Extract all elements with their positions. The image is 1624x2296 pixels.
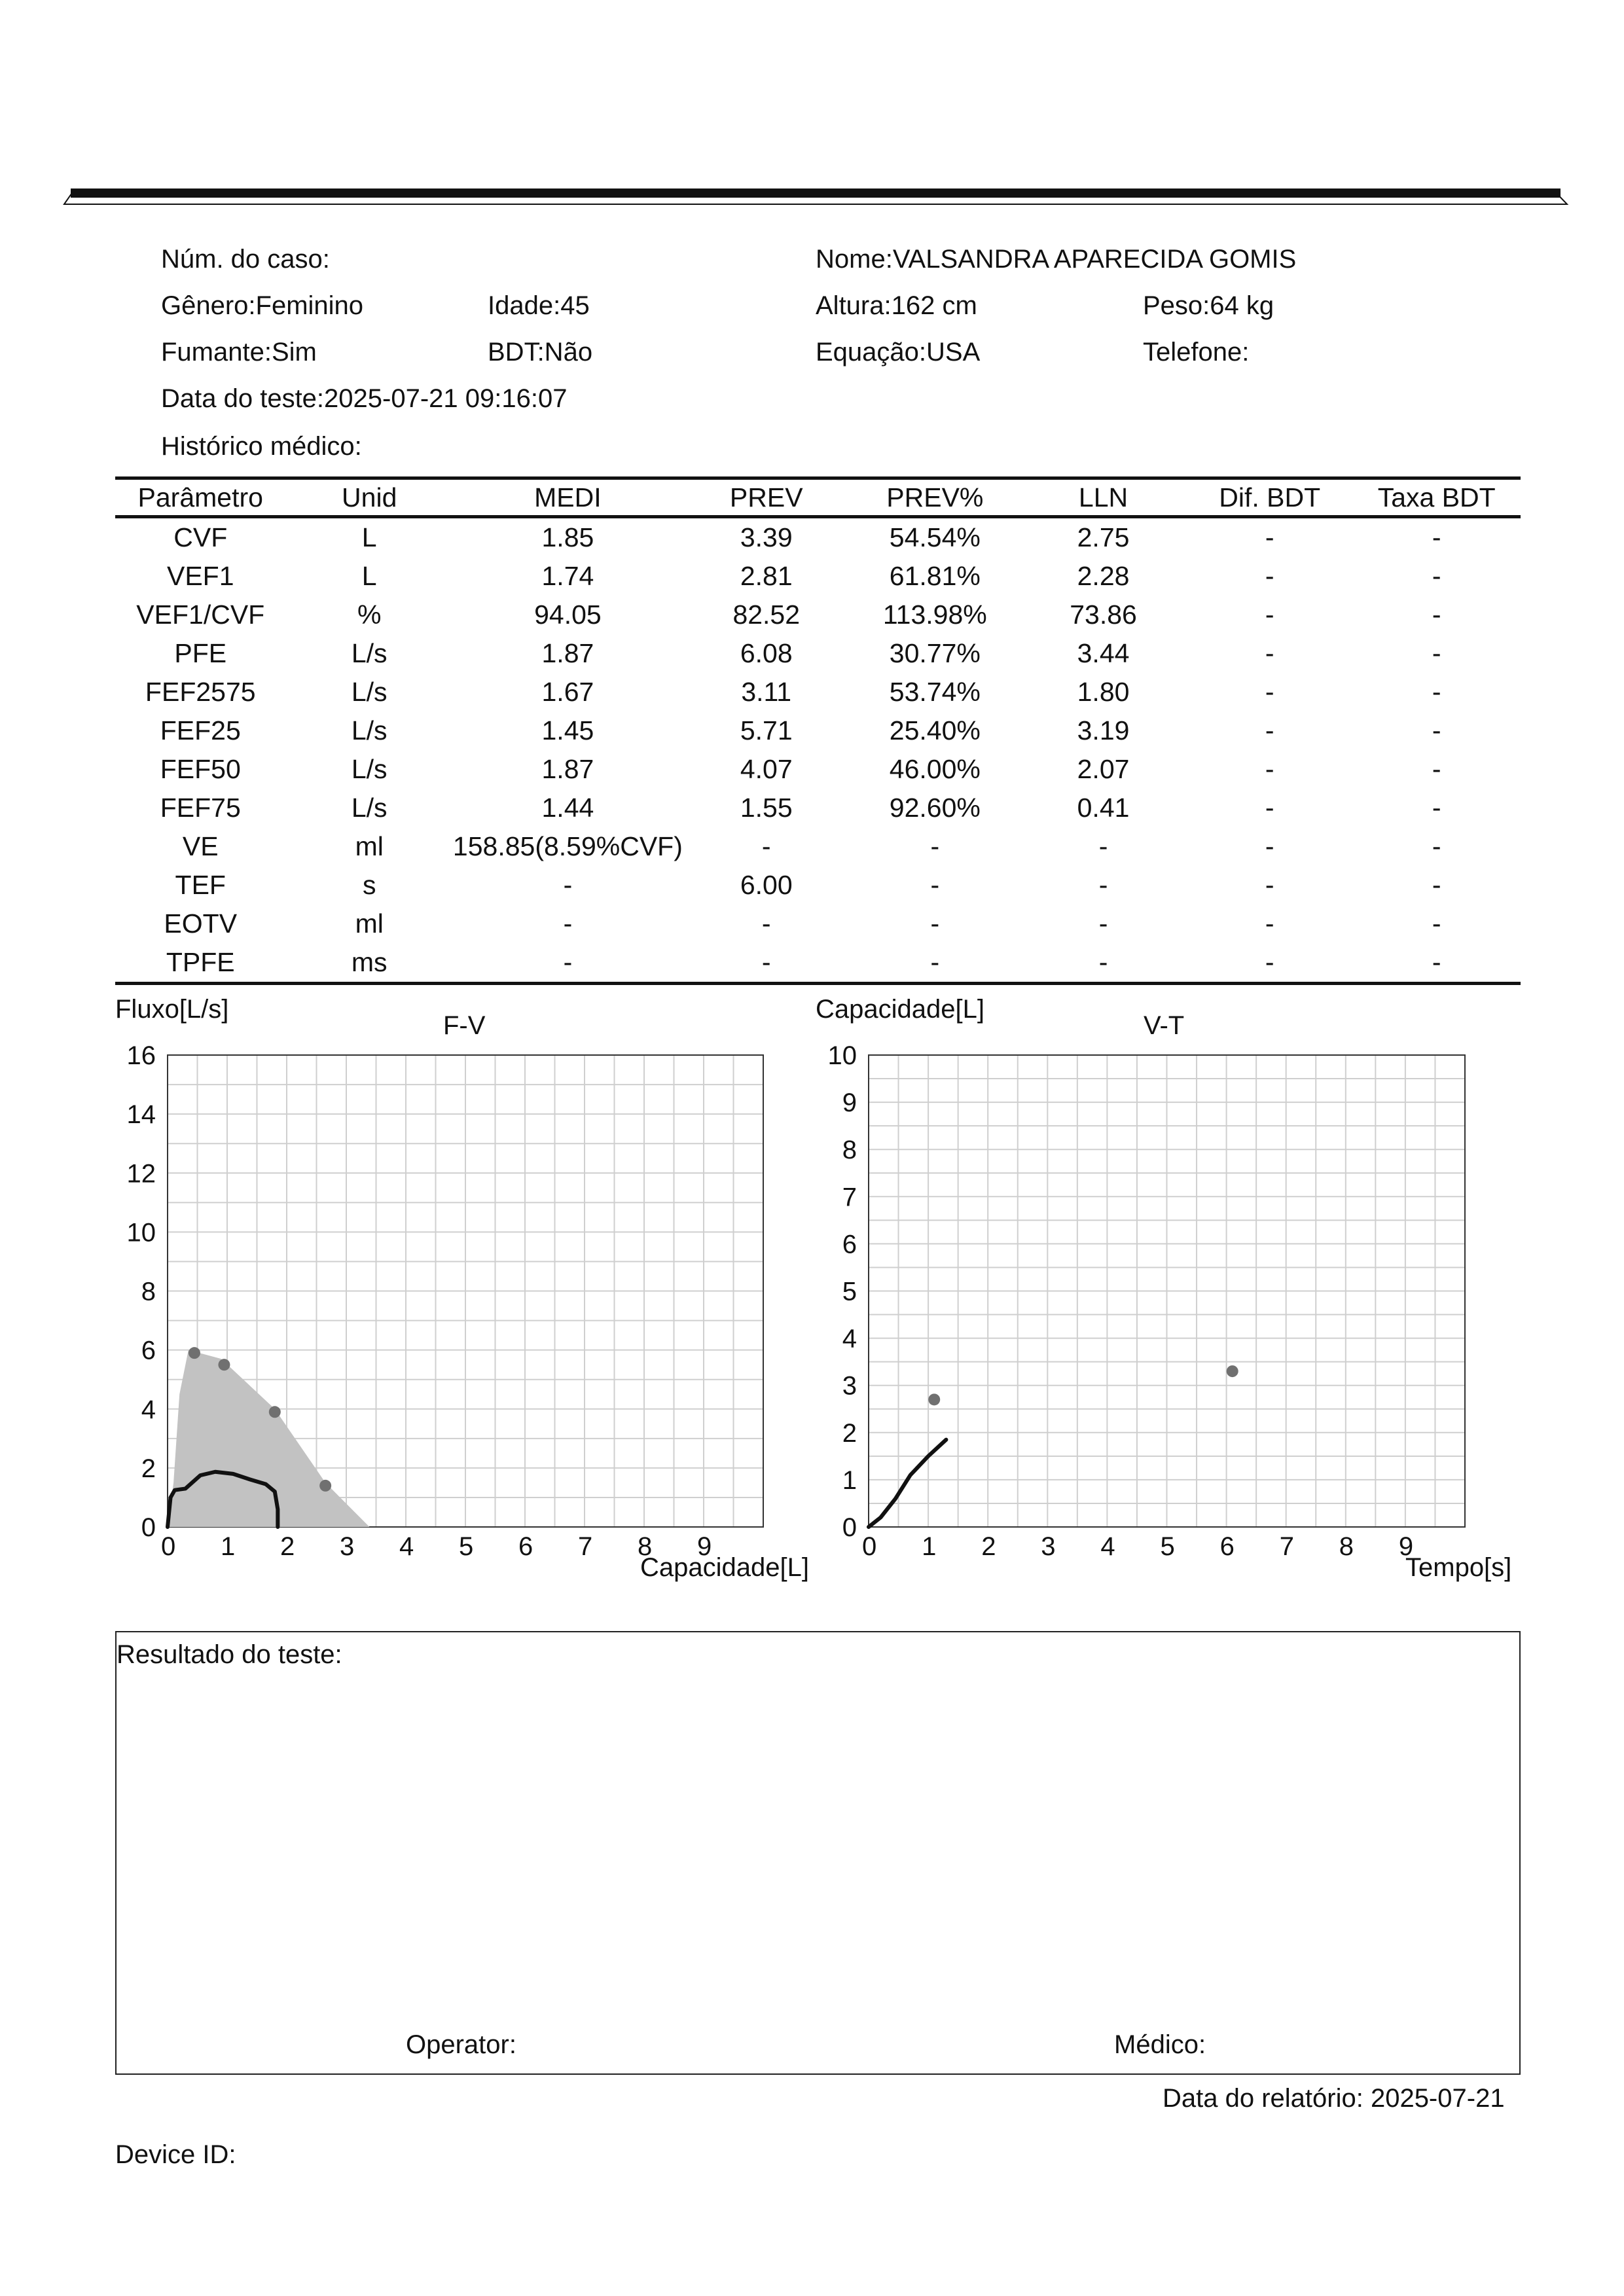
cell-predicted-percent: -	[930, 908, 940, 939]
smoker: Fumante:Sim	[161, 338, 317, 367]
cell-measured: 1.44	[541, 793, 594, 823]
vt-y-tick-label: 10	[827, 1041, 857, 1070]
cell-bdt-rate: -	[1432, 677, 1441, 707]
vt-x-tick-label: 0	[862, 1532, 877, 1561]
vt-x-tick-label: 6	[1219, 1532, 1235, 1561]
cell-predicted: 6.08	[740, 638, 793, 668]
fv-y-tick-label: 6	[141, 1336, 156, 1365]
cell-param: EOTV	[164, 908, 238, 939]
cell-measured: 1.67	[541, 677, 594, 707]
vt-x-tick-label: 2	[981, 1532, 996, 1561]
cell-unit: s	[362, 870, 376, 900]
cell-measured: 1.85	[541, 522, 594, 552]
cell-measured: 94.05	[534, 600, 602, 630]
cell-unit: ms	[286, 943, 453, 984]
cell-predicted: -	[683, 943, 850, 984]
age: Idade:45	[488, 291, 590, 320]
cell-bdt-diff: -	[1265, 754, 1274, 784]
medical-history: Histórico médico:	[161, 432, 362, 461]
cell-predicted: 3.39	[740, 522, 793, 552]
fv-predicted-point	[189, 1347, 200, 1359]
cell-unit: L	[361, 522, 377, 552]
cell-unit: L/s	[351, 677, 388, 707]
operator-label: Operator:	[406, 2030, 516, 2059]
gender: Gênero:Feminino	[161, 291, 364, 320]
cell-predicted-percent: -	[930, 831, 940, 861]
cell-predicted: -	[761, 831, 771, 861]
fv-y-tick-label: 4	[141, 1395, 156, 1424]
cell-param: VE	[182, 831, 219, 861]
fv-y-tick-label: 16	[126, 1041, 156, 1070]
cell-predicted-percent: -	[850, 943, 1020, 984]
cell-measured: -	[563, 908, 573, 939]
cell-unit: L/s	[351, 715, 388, 745]
cell-predicted-percent: 61.81%	[889, 561, 981, 591]
cell-lln: -	[1098, 870, 1108, 900]
cell-predicted: -	[761, 908, 771, 939]
cell-lln: 2.07	[1077, 754, 1130, 784]
fv-x-tick-label: 3	[340, 1532, 355, 1561]
fv-predicted-point	[218, 1359, 230, 1371]
fv-xlabel: Capacidade[L]	[640, 1553, 809, 1582]
cell-measured: 1.74	[541, 561, 594, 591]
equation: Equação:USA	[816, 338, 981, 367]
cell-predicted-percent: 46.00%	[889, 754, 981, 784]
fv-x-tick-label: 7	[578, 1532, 593, 1561]
vt-y-tick-label: 4	[842, 1324, 857, 1354]
cell-predicted-percent: 54.54%	[889, 522, 981, 552]
cell-unit: L/s	[351, 638, 388, 668]
vt-x-tick-label: 9	[1398, 1532, 1414, 1561]
vt-y-tick-label: 9	[842, 1088, 857, 1118]
cell-lln: -	[1098, 831, 1108, 861]
cell-bdt-diff: -	[1265, 522, 1274, 552]
report-date: Data do relatório: 2025-07-21	[1163, 2084, 1505, 2113]
header-predicted-percent: PREV%	[850, 478, 1020, 517]
cell-unit: %	[357, 600, 382, 630]
cell-param: TPFE	[115, 943, 286, 984]
cell-bdt-rate: -	[1432, 870, 1441, 900]
vt-x-tick-label: 8	[1339, 1532, 1354, 1561]
cell-measured: 1.87	[541, 638, 594, 668]
phone: Telefone:	[1143, 338, 1250, 367]
vt-y-tick-label: 7	[842, 1183, 857, 1212]
vt-y-tick-label: 0	[842, 1513, 857, 1542]
cell-predicted-percent: 30.77%	[889, 638, 981, 668]
vt-xlabel: Tempo[s]	[1405, 1553, 1512, 1582]
vt-x-tick-label: 7	[1279, 1532, 1294, 1561]
cell-unit: ml	[355, 908, 384, 939]
fv-y-tick-label: 0	[141, 1513, 156, 1542]
cell-predicted: 3.11	[741, 677, 792, 707]
fv-x-tick-label: 5	[459, 1532, 474, 1561]
cell-bdt-rate: -	[1432, 831, 1441, 861]
vt-predicted-point	[1227, 1365, 1238, 1377]
cell-lln: 3.44	[1077, 638, 1130, 668]
vt-measured-curve	[869, 1440, 946, 1527]
cell-param: FEF75	[160, 793, 241, 823]
fv-title: F-V	[443, 1011, 486, 1040]
cell-bdt-rate: -	[1432, 715, 1441, 745]
cell-param: FEF2575	[145, 677, 256, 707]
fv-x-tick-label: 6	[518, 1532, 533, 1561]
fv-x-tick-label: 9	[697, 1532, 712, 1561]
fv-x-tick-label: 8	[638, 1532, 653, 1561]
cell-bdt-diff: -	[1265, 600, 1274, 630]
fv-x-tick-label: 2	[280, 1532, 295, 1561]
result-label: Resultado do teste:	[117, 1640, 342, 1669]
cell-bdt-diff: -	[1265, 831, 1274, 861]
cell-predicted-percent: 25.40%	[889, 715, 981, 745]
cell-bdt-rate: -	[1432, 561, 1441, 591]
cell-bdt-rate: -	[1432, 754, 1441, 784]
cell-lln: 73.86	[1070, 600, 1137, 630]
fv-x-tick-label: 0	[161, 1532, 176, 1561]
cell-lln: -	[1098, 908, 1108, 939]
cell-lln: 3.19	[1077, 715, 1130, 745]
cell-unit: ml	[355, 831, 384, 861]
test-date: Data do teste:2025-07-21 09:16:07	[161, 384, 568, 413]
cell-param: VEF1	[166, 561, 234, 591]
fv-predicted-point	[269, 1406, 281, 1418]
cell-bdt-rate: -	[1432, 638, 1441, 668]
cell-bdt-diff: -	[1265, 638, 1274, 668]
cell-bdt-rate: -	[1352, 943, 1521, 984]
cell-predicted-percent: 113.98%	[882, 600, 987, 630]
cell-predicted-percent: 53.74%	[889, 677, 981, 707]
cell-lln: 2.28	[1077, 561, 1130, 591]
cell-predicted-percent: 92.60%	[889, 793, 981, 823]
vt-x-tick-label: 4	[1100, 1532, 1115, 1561]
cell-lln: 1.80	[1077, 677, 1130, 707]
cell-measured: 1.45	[541, 715, 594, 745]
cell-unit: L/s	[351, 793, 388, 823]
fv-y-tick-label: 14	[126, 1100, 156, 1130]
cell-bdt-diff: -	[1265, 908, 1274, 939]
cell-predicted-percent: -	[930, 870, 940, 900]
cell-measured: 1.87	[541, 754, 594, 784]
cell-measured: -	[563, 870, 573, 900]
fv-predicted-point	[319, 1480, 331, 1492]
cell-unit: L/s	[351, 754, 388, 784]
cell-unit: L	[361, 561, 377, 591]
cell-bdt-rate: -	[1432, 522, 1441, 552]
header-measured: MEDI	[453, 478, 683, 517]
cell-param: VEF1/CVF	[136, 600, 265, 630]
vt-y-tick-label: 2	[842, 1418, 857, 1448]
header-bdt-rate: Taxa BDT	[1352, 478, 1521, 517]
cell-param: TEF	[175, 870, 226, 900]
cell-param: PFE	[174, 638, 227, 668]
cell-bdt-diff: -	[1265, 793, 1274, 823]
vt-x-tick-label: 1	[922, 1532, 937, 1561]
fv-x-tick-label: 4	[399, 1532, 414, 1561]
case-number: Núm. do caso:	[161, 245, 330, 274]
cell-measured: 158.85(8.59%CVF)	[452, 831, 683, 861]
cell-param: FEF50	[160, 754, 241, 784]
vt-chart	[828, 1041, 1466, 1561]
header-parameter: Parâmetro	[115, 478, 286, 517]
header-predicted: PREV	[683, 478, 850, 517]
cell-bdt-rate: -	[1432, 600, 1441, 630]
cell-predicted: 5.71	[740, 715, 793, 745]
cell-predicted: 6.00	[740, 870, 793, 900]
weight: Peso:64 kg	[1143, 291, 1274, 320]
fv-y-tick-label: 8	[141, 1277, 156, 1306]
vt-y-tick-label: 3	[842, 1371, 857, 1401]
fv-y-tick-label: 10	[126, 1218, 156, 1247]
cell-predicted: 1.55	[740, 793, 793, 823]
patient-name: Nome:VALSANDRA APARECIDA GOMIS	[816, 245, 1297, 274]
cell-lln: -	[1020, 943, 1187, 984]
cell-param: FEF25	[160, 715, 241, 745]
vt-title: V-T	[1144, 1011, 1185, 1040]
fv-y-tick-label: 12	[126, 1159, 156, 1189]
header-unit: Unid	[286, 478, 453, 517]
cell-predicted: 2.81	[740, 561, 793, 591]
cell-bdt-diff: -	[1265, 561, 1274, 591]
vt-y-tick-label: 6	[842, 1230, 857, 1259]
cell-bdt-diff: -	[1187, 943, 1352, 984]
cell-lln: 0.41	[1077, 793, 1130, 823]
result-box	[115, 1631, 1521, 2075]
doctor-label: Médico:	[1114, 2030, 1206, 2059]
header-lln: LLN	[1020, 478, 1187, 517]
device-id: Device ID:	[115, 2140, 236, 2169]
vt-y-tick-label: 1	[842, 1465, 857, 1495]
cell-bdt-rate: -	[1432, 908, 1441, 939]
header-bdt-diff: Dif. BDT	[1187, 478, 1352, 517]
cell-bdt-diff: -	[1265, 870, 1274, 900]
vt-ylabel: Capacidade[L]	[816, 995, 984, 1024]
cell-predicted: 4.07	[740, 754, 793, 784]
fv-chart	[127, 1041, 764, 1561]
cell-lln: 2.75	[1077, 522, 1130, 552]
cell-param: CVF	[173, 522, 228, 552]
vt-y-tick-label: 5	[842, 1277, 857, 1306]
vt-x-tick-label: 5	[1160, 1532, 1175, 1561]
fv-x-tick-label: 1	[221, 1532, 236, 1561]
bdt: BDT:Não	[488, 338, 593, 367]
vt-y-tick-label: 8	[842, 1136, 857, 1165]
vt-x-tick-label: 3	[1041, 1532, 1056, 1561]
height: Altura:162 cm	[816, 291, 977, 320]
cell-measured: -	[453, 943, 683, 984]
cell-bdt-diff: -	[1265, 677, 1274, 707]
vt-predicted-point	[928, 1393, 940, 1405]
cell-predicted: 82.52	[732, 600, 801, 630]
cell-bdt-diff: -	[1265, 715, 1274, 745]
fv-ylabel: Fluxo[L/s]	[115, 995, 229, 1024]
fv-y-tick-label: 2	[141, 1454, 156, 1483]
cell-bdt-rate: -	[1432, 793, 1441, 823]
